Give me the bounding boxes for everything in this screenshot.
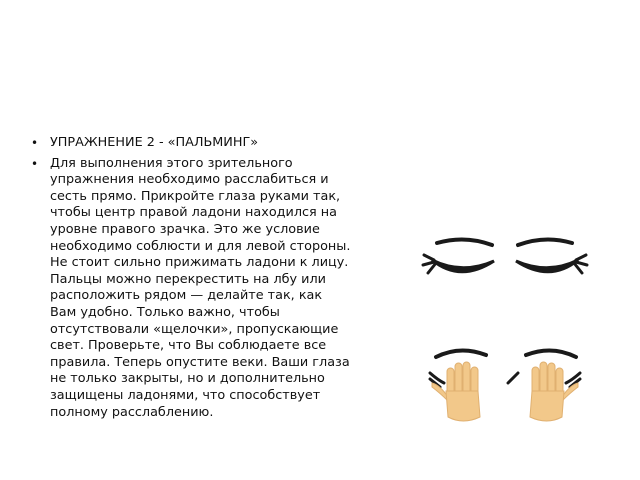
bullet-instructions-text: Для выполнения этого зрительного упражнения необходимо расслабиться и сесть прямо. Прикройте глаза руками так, чтобы центр правой ладони находился на уровне правого зрачка. Это же условие необходимо соблюсти и для левой стороны. Не стоит сильно прижимать ладони к лицу. Пальцы можно перекрестить на лбу или расположить рядом — делайте так, как Вам удобно. Только важно, чтобы отсутствовали «щелочки», пропускающие свет. Проверьте, что Вы соблюдаете все правила. Теперь опустите веки. Ваши глаза не только закрыты, но и дополнительно защищены ладонями, что способствует полному расслаблению. <box>50 155 351 420</box>
closed-eyes-icon <box>423 239 587 273</box>
bullet-title-text: УПРАЖНЕНИЕ 2 - «ПАЛЬМИНГ» <box>50 135 259 150</box>
bullet-marker: • <box>31 156 39 171</box>
bullet-title <box>30 135 352 152</box>
palms-over-eyes-icon <box>430 350 580 421</box>
slide-bullet-list <box>30 135 352 425</box>
palming-illustration <box>410 205 600 435</box>
bullet-marker: • <box>31 136 39 150</box>
bullet-instructions <box>30 156 352 422</box>
